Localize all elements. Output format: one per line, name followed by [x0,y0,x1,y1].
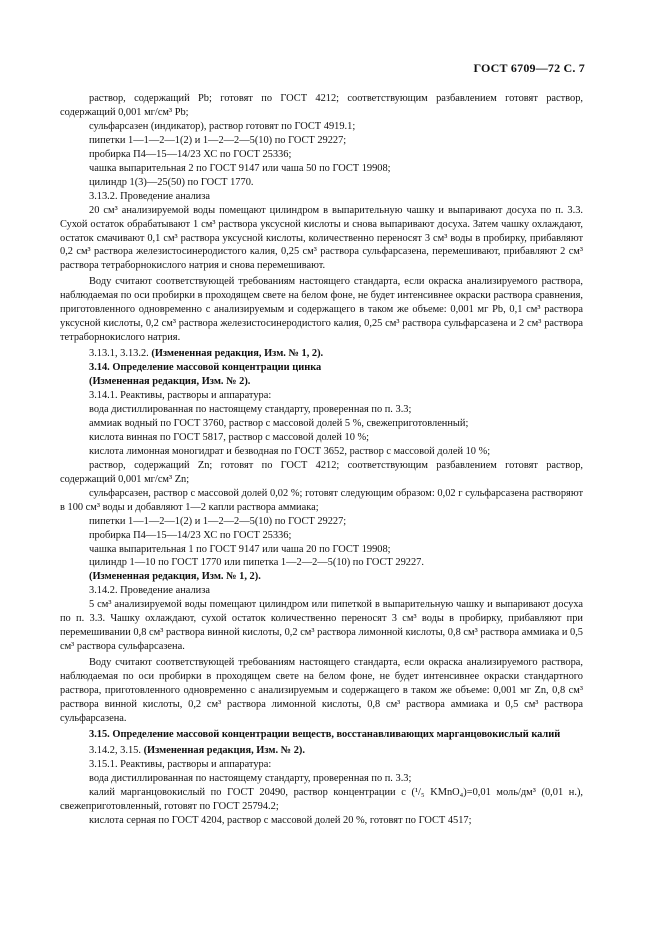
list-item: вода дистиллированная по настоящему стандарту, проверенная по п. 3.3; [89,772,412,784]
amendment-ref: 3.13.1, 3.13.2. [89,348,149,360]
paragraph: раствор, содержащий Pb; готовят по ГОСТ 4212; соответствующим разбавлением готовят раствор, содержащий 0,001 мг/см³ Pb; [60,93,583,118]
document-body [60,92,583,828]
subsection-heading: 3.15.1. Реактивы, растворы и аппаратура: [89,758,272,770]
amendment-ref: 3.14.2, 3.15. [89,744,141,756]
amendment-label: (Измененная редакция, Изм. № 2). [143,744,305,756]
amendment-note [60,347,583,361]
list-item: чашка выпарительная 1 по ГОСТ 9147 или чаша 20 по ГОСТ 19908; [89,543,391,555]
list-item: кислота серная по ГОСТ 4204, раствор с массовой долей 20 %, готовят по ГОСТ 4517; [89,814,472,826]
list-item: калий марганцовокислый по ГОСТ 20490, раствор концентрации c (¹/₅ KMnO₄)=0,01 моль/дм³ (0,01 н.), свежеприготовленный, готовят по ГОСТ 25794.2; [60,786,583,812]
list-item: сульфарсазен, раствор с массовой долей 0,02 %; готовят следующим образом: 0,02 г сульфарсазена растворяют в 100 см³ воды и добавляют 1—2 капли раствора аммиака; [60,487,583,513]
paragraph: 20 см³ анализируемой воды помещают цилиндром в выпарительную чашку и выпаривают досуха по п. 3.3. Сухой остаток обрабатывают 1 см³ раствора уксусной кислоты и снова выпаривают досуха. Затем чашку охлаждают, остаток смачивают 0,1 см³ раствора уксусной кислоты, количественно переносят 3 см³ воды в пробирку, прибавляют 0,2 см³ раствора железистосинеродистого калия, 0,25 см³ раствора сульфарсазена, перемешивают, прибавляют 2 см³ раствора тетраборнокислого натрия и снова перемешивают. [60,204,583,272]
subsection-heading: 3.14.2. Проведение анализа [89,585,210,597]
section-heading: 3.14. Определение массовой концентрации цинка [89,362,322,374]
list-item: сульфарсазен (индикатор), раствор готовят по ГОСТ 4919.1; [89,120,356,132]
list-item: пипетки 1—1—2—1(2) и 1—2—2—5(10) по ГОСТ 29227; [89,134,347,146]
list-item: раствор, содержащий Zn; готовят по ГОСТ 4212; соответствующим разбавлением готовят раствор, содержащий 0,001 мг/см³ Zn; [60,459,583,485]
amendment-label: (Измененная редакция, Изм. № 1, 2). [151,348,324,360]
section-heading: 3.15. Определение массовой концентрации веществ, восстанавливающих марганцовокислый калий [89,728,561,740]
amendment-label: (Измененная редакция, Изм. № 2). [89,376,251,388]
list-item: кислота лимонная моногидрат и безводная по ГОСТ 3652, раствор с массовой долей 10 %; [89,445,491,457]
list-item: аммиак водный по ГОСТ 3760, раствор с массовой долей 5 %, свежеприготовленный; [89,417,469,429]
paragraph: Воду считают соответствующей требованиям настоящего стандарта, если окраска анализируемого раствора, наблюдаемая по оси пробирки в проходящем свете на белом фоне, не будет интенсивнее окраски стандартного раствора, приготовленного одновременно с анализируемым и содержащего в таком же объеме: 0,001 мг Zn, 0,8 см³ раствора винной кислоты, 0,2 см³ раствора лимонной кислоты, 0,8 см³ раствора аммиака и 0,5 см³ раствора сульфарсазена. [60,657,583,724]
paragraph: 5 см³ анализируемой воды помещают цилиндром или пипеткой в выпарительную чашку и выпаривают досуха по п. 3.3. Чашку охлаждают, сухой остаток количественно переносят 3 см³ воды в пробирку, прибавляют при перемешивании 0,8 см³ раствора винной кислоты, 0,2 см³ раствора лимонной кислоты, 0,8 см³ раствора аммиака и 0,5 см³ раствора сульфарсазена. [60,599,583,653]
subsection-heading: 3.13.2. Проведение анализа [89,190,210,202]
list-item: кислота винная по ГОСТ 5817, раствор с массовой долей 10 %; [89,431,370,443]
list-item: пробирка П4—15—14/23 ХС по ГОСТ 25336; [89,148,292,160]
list-item: пипетки 1—1—2—1(2) и 1—2—2—5(10) по ГОСТ 29227; [89,515,347,527]
list-item: вода дистиллированная по настоящему стандарту, проверенная по п. 3.3; [89,403,412,415]
amendment-note [60,744,583,758]
page-header: ГОСТ 6709—72 С. 7 [473,61,585,75]
amendment-label: (Измененная редакция, Изм. № 1, 2). [89,571,261,583]
paragraph: Воду считают соответствующей требованиям настоящего стандарта, если окраска анализируемого раствора, наблюдаемая по оси пробирки в проходящем свете на белом фоне, не будет интенсивнее окраски раствора сравнения, приготовленного одновременно с анализируемым и содержащего в таком же объеме: 0,001 мг Pb, 0,1 см³ раствора уксусной кислоты, 0,2 см³ раствора железистосинеродистого калия, 0,25 см³ раствора сульфарсазена и 2 см³ раствора тетраборнокислого натрия. [60,276,583,344]
subsection-heading: 3.14.1. Реактивы, растворы и аппаратура: [89,390,272,402]
list-item: пробирка П4—15—14/23 ХС по ГОСТ 25336; [89,529,292,541]
list-item: цилиндр 1(3)—25(50) по ГОСТ 1770. [89,176,254,188]
list-item: цилиндр 1—10 по ГОСТ 1770 или пипетка 1—2—2—5(10) по ГОСТ 29227. [89,557,424,569]
list-item: чашка выпарительная 2 по ГОСТ 9147 или чаша 50 по ГОСТ 19908; [89,162,391,174]
